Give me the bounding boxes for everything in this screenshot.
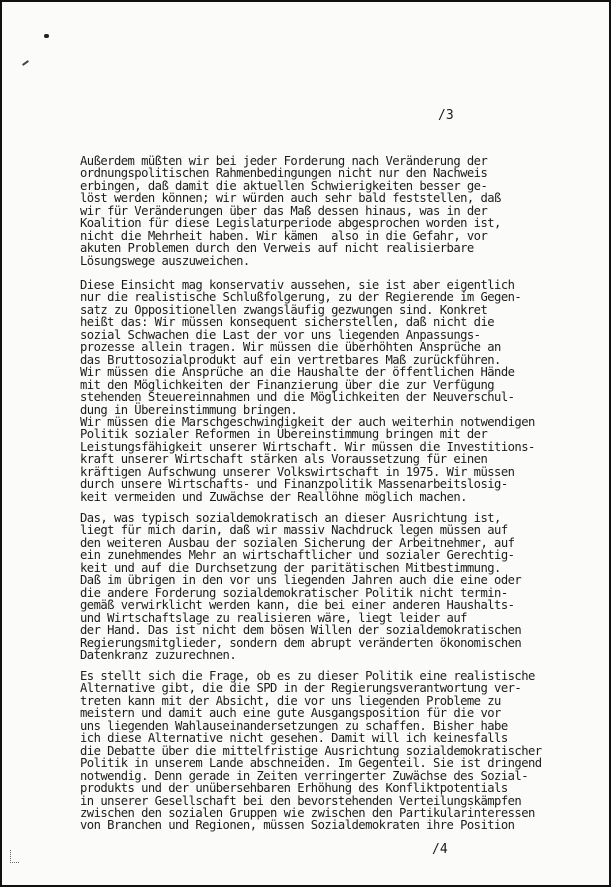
text-line: meistern und damit auch eine gute Ausgangsposition für die vor bbox=[80, 706, 501, 721]
text-line: von Branchen und Regionen, müssen Sozialdemokraten ihre Position bbox=[80, 818, 515, 833]
text-line: Diese Einsicht mag konservativ aussehen, sie ist aber eigentlich bbox=[80, 278, 515, 292]
text-line: den weiteren Ausbau der sozialen Sicherung der Arbeitnehmer, auf bbox=[80, 535, 515, 550]
text-line: Das, was typisch sozialdemokratisch an dieser Ausrichtung ist, bbox=[80, 511, 501, 525]
text-line: ich diese Alternative nicht gesehen. Damit will ich keinesfalls bbox=[80, 731, 508, 746]
text-line: Wir müssen die Ansprüche an die Haushalte der öffentlichen Hände bbox=[80, 365, 515, 380]
text-line: notwendig. Denn gerade in Zeiten verringerter Zuwächse des Sozial- bbox=[80, 768, 528, 783]
text-line: sozial Schwachen die Last der vor uns liegenden Anpassungs- bbox=[80, 327, 481, 342]
text-line: Politik sozialer Reformen in Übereinstimmung bringen mit der bbox=[80, 427, 488, 442]
page-number-bottom: /4 bbox=[432, 842, 448, 857]
text-line: durch unsere Wirtschafts- und Finanzpolitik Massenarbeitslosig- bbox=[80, 477, 508, 492]
text-line: löst werden können; wir würden auch sehr bald feststellen, daß bbox=[80, 191, 501, 206]
text-line: keit und auf die Durchsetzung der paritätischen Mitbestimmung. bbox=[80, 560, 501, 575]
paragraph-1 bbox=[80, 155, 501, 267]
text-line: Es stellt sich die Frage, ob es zu dieser Politik eine realistische bbox=[80, 669, 535, 683]
text-line: treten kann mit der Absicht, die vor uns liegenden Probleme zu bbox=[80, 693, 501, 708]
text-line: die Debatte über die mittelfristige Ausrichtung sozialdemokratischer bbox=[80, 743, 542, 758]
text-line: Alternative gibt, die die SPD in der Regierungsverantwortung ver- bbox=[80, 681, 522, 696]
text-line: wir für Veränderungen über das Maß dessen hinaus, was in der bbox=[80, 203, 488, 218]
text-line: liegt für mich darin, daß wir massiv Nachdruck legen müssen auf bbox=[80, 523, 508, 538]
text-line: in unserer Gesellschaft bei den bevorstehenden Verteilungskämpfen bbox=[80, 793, 522, 808]
text-line: uns liegenden Wahlauseinandersetzungen zu schaffen. Bisher habe bbox=[80, 718, 508, 733]
text-line: die andere Forderung sozialdemokratischer Politik nicht termin- bbox=[80, 585, 508, 600]
text-line: Lösungswege auszuweichen. bbox=[80, 253, 250, 268]
text-line: stehenden Steuereinnahmen und die Möglichkeiten der Neuverschul- bbox=[80, 390, 515, 405]
text-line: produkts und der unübersehbaren Erhöhung des Konfliktpotentials bbox=[80, 781, 508, 796]
text-line: Politik in unserem Lande abschneiden. Im Gegenteil. Sie ist dringend bbox=[80, 756, 542, 771]
text-line: Außerdem müßten wir bei jeder Forderung nach Veränderung der bbox=[80, 154, 488, 168]
text-line: Leistungsfähigkeit unserer Wirtschaft. Wir müssen die Investitions- bbox=[80, 439, 535, 454]
text-line: ordnungspolitischen Rahmenbedingungen nicht nur den Nachweis bbox=[80, 166, 488, 181]
scan-speck bbox=[44, 34, 49, 38]
text-line: nicht die Mehrheit haben. Wir kämen also in die Gefahr, vor bbox=[80, 228, 488, 243]
text-line: nur die realistische Schlußfolgerung, zu der Regierende im Gegen- bbox=[80, 290, 522, 305]
text-line: zwischen den sozialen Gruppen wie zwischen den Partikularinteressen bbox=[80, 805, 535, 820]
text-line: kraft unserer Wirtschaft stärken als Voraussetzung für einen bbox=[80, 452, 488, 467]
text-line: ein zunehmendes Mehr an wirtschaftlicher und sozialer Gerechtig- bbox=[80, 548, 515, 563]
page-number-top: /3 bbox=[438, 108, 454, 123]
text-line: dung in Übereinstimmung bringen. bbox=[80, 402, 298, 417]
text-line: Wir müssen die Marschgeschwindigkeit der auch weiterhin notwendigen bbox=[80, 414, 535, 429]
text-line: mit den Möglichkeiten der Finanzierung über die zur Verfügung bbox=[80, 377, 495, 392]
paragraph-2 bbox=[80, 279, 535, 503]
text-line: kräftigen Aufschwung unserer Volkswirtschaft in 1975. Wir müssen bbox=[80, 464, 515, 479]
text-line: gemäß verwirklicht werden kann, die bei einer anderen Haushalts- bbox=[80, 598, 515, 613]
paragraph-3 bbox=[80, 512, 521, 661]
scan-speck bbox=[10, 850, 19, 863]
text-line: und Wirtschaftslage zu realisieren wäre, liegt leider auf bbox=[80, 610, 467, 625]
text-line: prozesse allein tragen. Wir müssen die überhöhten Ansprüche an bbox=[80, 340, 501, 355]
text-line: Koalition für diese Legislaturperiode abgesprochen worden ist, bbox=[80, 216, 501, 231]
text-line: erbingen, daß damit die aktuellen Schwierigkeiten besser ge- bbox=[80, 178, 488, 193]
text-line: satz zu Oppositionellen zwangsläufig gezwungen sind. Konkret bbox=[80, 302, 488, 317]
text-line: akuten Problemen durch den Verweis auf nicht realisierbare bbox=[80, 241, 474, 256]
text-line: heißt das: Wir müssen konsequent sicherstellen, daß nicht die bbox=[80, 315, 495, 330]
text-line: der Hand. Das ist nicht dem bösen Willen der sozialdemokratischen bbox=[80, 623, 522, 638]
text-line: Daß im übrigen in den vor uns liegenden Jahren auch die eine oder bbox=[80, 573, 522, 588]
scan-speck bbox=[22, 60, 29, 66]
text-line: keit vermeiden und Zuwächse der Reallöhne möglich machen. bbox=[80, 489, 467, 504]
text-line: das Bruttosozialprodukt auf ein vertretbares Maß zurückführen. bbox=[80, 352, 501, 367]
text-line: Regierungsmitglieder, sondern dem abrupt veränderten ökonomischen bbox=[80, 635, 522, 650]
paragraph-4 bbox=[80, 670, 542, 832]
text-line: Datenkranz zuzurechnen. bbox=[80, 647, 237, 662]
